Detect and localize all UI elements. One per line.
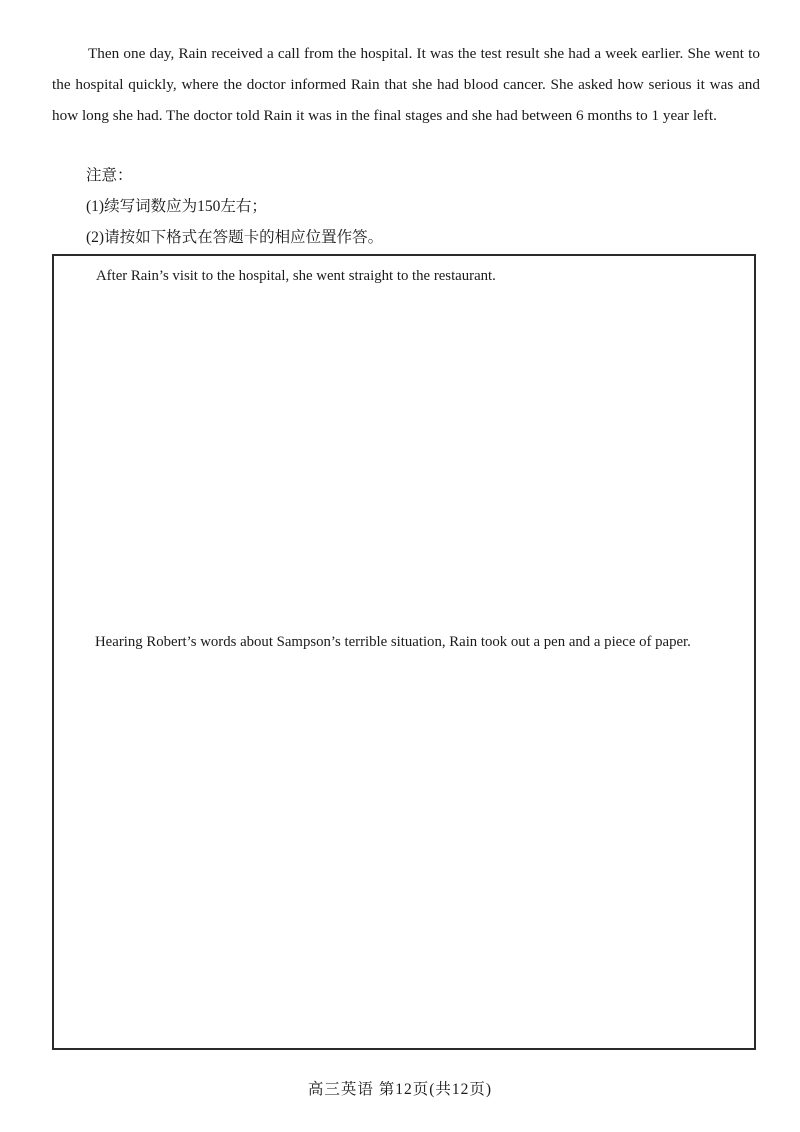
answer-box[interactable] [52, 254, 756, 1050]
instructions-heading: 注意： [86, 167, 133, 184]
story-passage: Then one day, Rain received a call from the hospital. It was the test result she had a week earlier. She went to the hospital quickly, where the doctor informed Rain that she had blood cancer. She asked how serious it was and how long she had. The doctor told Rain it was in the final stages and she had between 6 months to 1 year left. [52, 45, 760, 124]
instructions [86, 160, 746, 253]
paragraph-2-prompt: Hearing Robert’s words about Sampson’s terrible situation, Rain took out a pen and a piece of paper. [95, 634, 691, 650]
page-footer: 高三英语 第12页(共12页) [307, 1081, 493, 1098]
instruction-format: (2)请按如下格式在答题卡的相应位置作答。 [86, 229, 384, 246]
instruction-word-count: (1)续写词数应为150左右； [86, 198, 267, 215]
paragraph-1-prompt: After Rain’s visit to the hospital, she went straight to the restaurant. [96, 268, 496, 284]
